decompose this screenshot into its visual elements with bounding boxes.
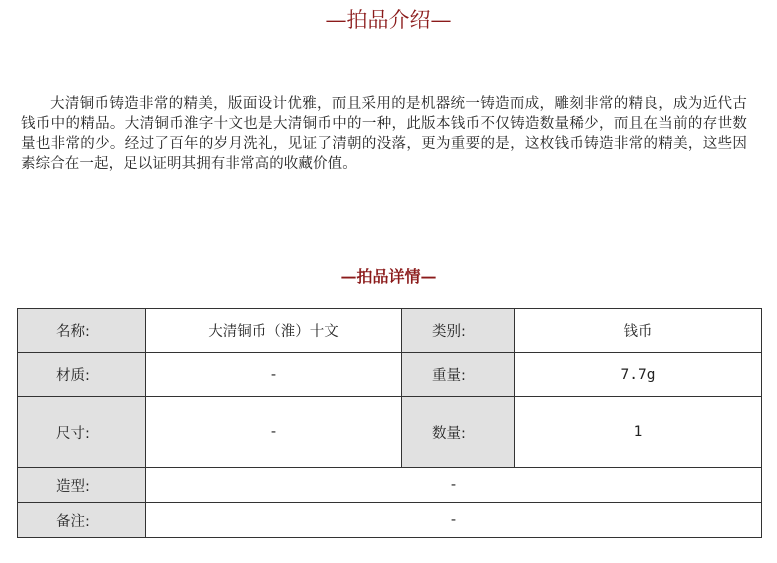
table-row bbox=[18, 353, 762, 397]
category-label: 类别: bbox=[402, 309, 515, 353]
intro-section-title: —拍品介绍— bbox=[325, 8, 452, 32]
table-row bbox=[18, 397, 762, 468]
remarks-label: 备注: bbox=[18, 503, 146, 538]
details-table bbox=[17, 308, 762, 538]
category-value: 钱币 bbox=[515, 309, 762, 353]
table-row bbox=[18, 503, 762, 538]
material-value: - bbox=[146, 353, 402, 397]
remarks-value: - bbox=[146, 503, 762, 538]
details-section-title: —拍品详情— bbox=[340, 267, 437, 286]
table-row bbox=[18, 468, 762, 503]
weight-label: 重量: bbox=[402, 353, 515, 397]
shape-value: - bbox=[146, 468, 762, 503]
quantity-value: 1 bbox=[515, 397, 762, 468]
shape-label: 造型: bbox=[18, 468, 146, 503]
name-value: 大清铜币（淮）十文 bbox=[146, 309, 402, 353]
table-row bbox=[18, 309, 762, 353]
material-label: 材质: bbox=[18, 353, 146, 397]
name-label: 名称: bbox=[18, 309, 146, 353]
size-value: - bbox=[146, 397, 402, 468]
weight-value: 7.7g bbox=[515, 353, 762, 397]
size-label: 尺寸: bbox=[18, 397, 146, 468]
quantity-label: 数量: bbox=[402, 397, 515, 468]
intro-paragraph: 大清铜币铸造非常的精美，版面设计优雅，而且采用的是机器统一铸造而成，雕刻非常的精良，成为近代古钱币中的精品。大清铜币淮字十文也是大清铜币中的一种，此版本钱币不仅铸造数量稀少，而且在当前的存世数量也非常的少。经过了百年的岁月洗礼，见证了清朝的没落，更为重要的是，这枚钱币铸造非常的精美，这些因素综合在一起，足以证明其拥有非常高的收藏价值。 bbox=[21, 96, 747, 172]
